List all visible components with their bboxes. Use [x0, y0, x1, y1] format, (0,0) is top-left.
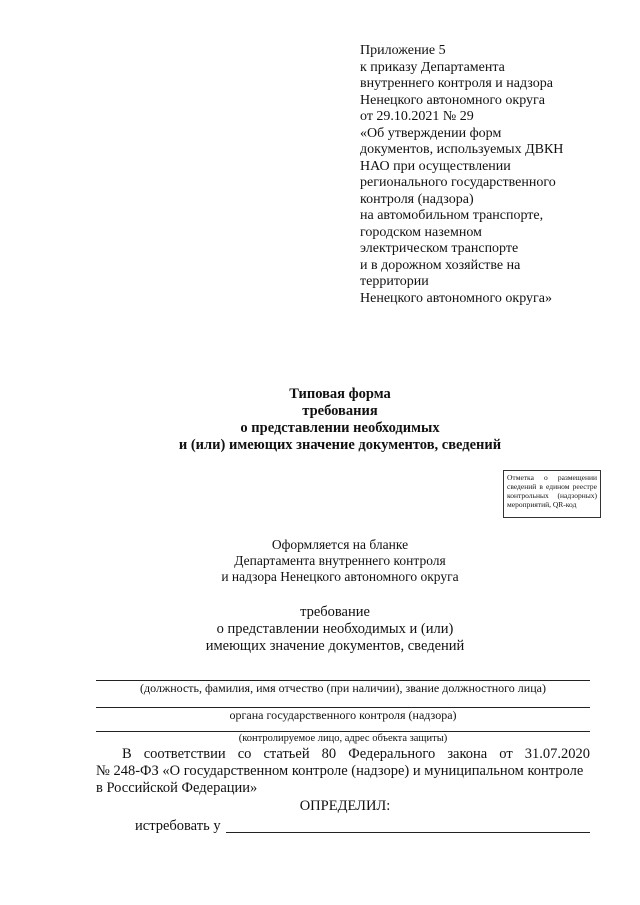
appendix-line: городском наземном: [360, 224, 482, 240]
organ-field-caption: органа государственного контроля (надзора): [229, 708, 457, 722]
letterhead-instruction: [200, 537, 480, 585]
demand-label: истребовать у: [135, 818, 221, 834]
appendix-line: на автомобильном транспорте,: [360, 208, 544, 223]
requirement-line: о представлении необходимых и (или): [216, 621, 454, 637]
appendix-line: Ненецкого автономного округа: [360, 92, 545, 108]
requirement-heading: [150, 604, 520, 655]
appendix-line: от 29.10.2021 № 29: [360, 109, 474, 124]
appendix-line: документов, используемых ДВКН: [360, 142, 564, 157]
appendix-line: электрическом транспорте: [360, 241, 519, 256]
official-field-caption: (должность, фамилия, имя отчество (при наличии), звание должностного лица): [140, 681, 546, 695]
appendix-line: регионального государственного: [360, 175, 556, 190]
demand-field-line[interactable]: [226, 832, 590, 833]
legal-basis-paragraph: [96, 746, 590, 797]
blank-line: Департамента внутреннего контроля: [234, 553, 446, 568]
appendix-line: к приказу Департамента: [360, 59, 505, 75]
appendix-line: «Об утверждении форм: [360, 125, 502, 141]
title-line: о представлении необходимых: [240, 420, 440, 436]
appendix-line: внутреннего контроля и надзора: [360, 76, 553, 91]
body-line: в Российской Федерации»: [96, 780, 258, 796]
appendix-line: и в дорожном хозяйстве на: [360, 257, 521, 273]
blank-line: Оформляется на бланке: [271, 537, 409, 552]
body-line: В соответствии со статьей 80 Федерального закона от 31.07.2020: [122, 746, 590, 762]
body-line: № 248-ФЗ «О государственном контроле (надзоре) и муниципальном контроле: [96, 763, 584, 779]
qr-note-box: Отметка о размещении сведений в едином реестре контрольных (надзорных) мероприятий, QR-код: [503, 470, 601, 518]
appendix-line: территории: [360, 274, 429, 289]
requirement-line: требование: [300, 604, 370, 620]
title-line: требования: [302, 403, 378, 419]
appendix-line: Приложение 5: [360, 43, 446, 58]
blank-line: и надзора Ненецкого автономного округа: [221, 569, 459, 584]
title-line: и (или) имеющих значение документов, сведений: [178, 437, 502, 453]
form-title: [130, 386, 550, 454]
appendix-line: Ненецкого автономного округа»: [360, 290, 552, 306]
controlled-person-caption: (контролируемое лицо, адрес объекта защиты): [238, 733, 448, 744]
decided-heading: ОПРЕДЕЛИЛ:: [299, 798, 391, 814]
appendix-header: [360, 43, 630, 307]
appendix-line: контроля (надзора): [360, 191, 474, 207]
appendix-line: НАО при осуществлении: [360, 158, 511, 174]
title-line: Типовая форма: [289, 386, 391, 402]
requirement-line: имеющих значение документов, сведений: [205, 638, 465, 654]
